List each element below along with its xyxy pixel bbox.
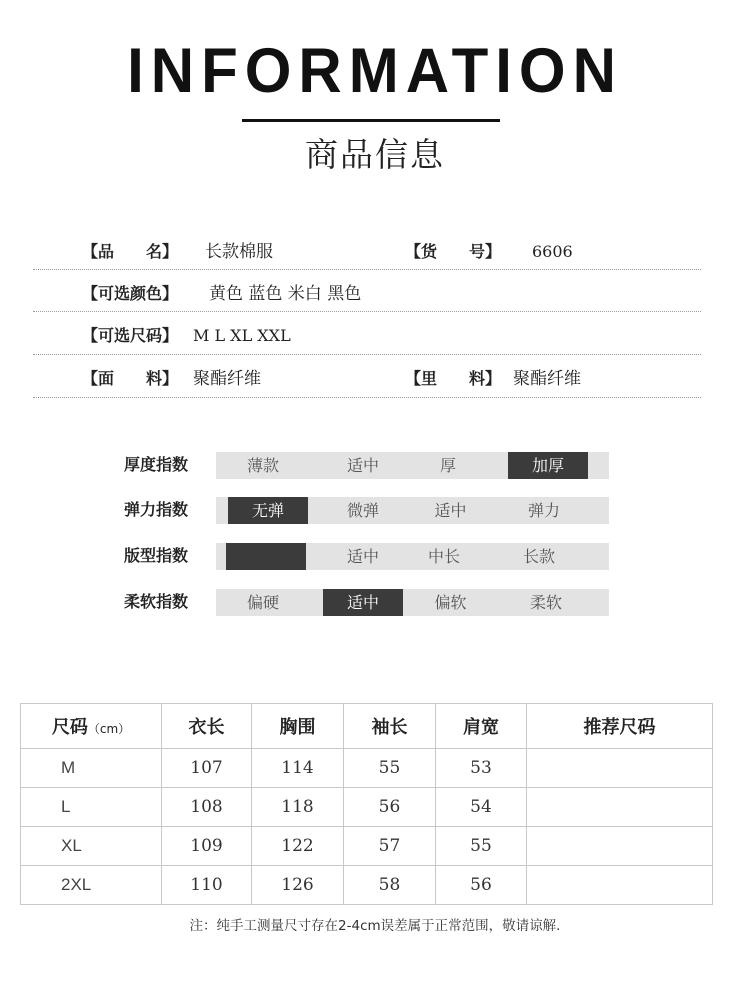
title-divider: [242, 119, 500, 122]
page-subtitle: 商品信息: [305, 135, 445, 174]
product-name-value: 长款棉服: [205, 242, 273, 262]
table-cell: 56: [344, 788, 436, 827]
elasticity-option: 适中: [434, 501, 467, 520]
softness-index-bar: [216, 589, 609, 616]
table-cell: 126: [252, 866, 344, 905]
column-header-length: 衣长: [162, 704, 252, 749]
table-cell: L: [21, 788, 162, 827]
product-name-label: 【品 名】: [82, 242, 179, 261]
table-cell: [527, 827, 713, 866]
table-row: [21, 788, 713, 827]
info-divider: [33, 269, 701, 270]
table-cell: 108: [162, 788, 252, 827]
table-cell: XL: [21, 827, 162, 866]
table-row: [21, 866, 713, 905]
table-cell: 114: [252, 749, 344, 788]
softness-option: 适中: [323, 589, 403, 616]
colors-value: 黄色 蓝色 米白 黑色: [209, 284, 362, 304]
softness-option: 偏软: [434, 593, 467, 612]
table-cell: 57: [344, 827, 436, 866]
table-cell: 118: [252, 788, 344, 827]
unit-label: （cm）: [87, 722, 131, 736]
fabric-label: 【面 料】: [82, 369, 179, 388]
column-header-recommended: 推荐尺码: [527, 704, 713, 749]
thickness-option: 薄款: [246, 456, 279, 475]
softness-index-label: 柔软指数: [124, 592, 189, 611]
measurement-note: 注：纯手工测量尺寸存在2-4cm误差属于正常范围，敬请谅解.: [189, 918, 561, 934]
elasticity-index-bar: [216, 497, 609, 524]
sizes-label: 【可选尺码】: [82, 326, 179, 345]
size-table: [20, 703, 713, 905]
table-cell: 2XL: [21, 866, 162, 905]
thickness-option: 适中: [346, 456, 379, 475]
table-cell: [527, 866, 713, 905]
info-divider: [33, 397, 701, 398]
table-row: [21, 827, 713, 866]
column-header-chest: 胸围: [252, 704, 344, 749]
fit-option: 适中: [346, 547, 379, 566]
colors-label: 【可选颜色】: [82, 284, 179, 303]
column-header-sleeve: 袖长: [344, 704, 436, 749]
item-number-label: 【货 号】: [405, 242, 502, 261]
softness-option: 柔软: [529, 593, 562, 612]
thickness-option: 加厚: [508, 452, 588, 479]
fabric-value: 聚酯纤维: [193, 369, 261, 389]
table-cell: 110: [162, 866, 252, 905]
table-cell: 55: [436, 827, 527, 866]
elasticity-option: 无弹: [228, 497, 308, 524]
softness-option: 偏硬: [246, 593, 279, 612]
fit-option: 中长: [427, 547, 460, 566]
elasticity-option: 弹力: [527, 501, 560, 520]
table-cell: 56: [436, 866, 527, 905]
info-divider: [33, 311, 701, 312]
fit-index-bar: [216, 543, 609, 570]
page-title: INFORMATION: [127, 35, 623, 106]
table-cell: 107: [162, 749, 252, 788]
fit-option: 长款: [522, 547, 555, 566]
table-cell: [527, 749, 713, 788]
lining-label: 【里 料】: [405, 369, 502, 388]
elasticity-option: 微弹: [346, 501, 379, 520]
thickness-index-bar: [216, 452, 609, 479]
table-cell: 55: [344, 749, 436, 788]
table-cell: 122: [252, 827, 344, 866]
table-header-row: [21, 704, 713, 749]
thickness-option: 厚: [439, 456, 456, 475]
elasticity-index-label: 弹力指数: [124, 500, 189, 519]
table-cell: 58: [344, 866, 436, 905]
column-header-shoulder: 肩宽: [436, 704, 527, 749]
table-cell: 109: [162, 827, 252, 866]
sizes-value: M L XL XXL: [193, 326, 291, 345]
lining-value: 聚酯纤维: [513, 369, 581, 389]
item-number-value: 6606: [532, 242, 573, 261]
column-header-size: 尺码（cm）: [21, 704, 162, 749]
fit-index-label: 版型指数: [124, 546, 189, 565]
fit-option: [226, 543, 306, 570]
table-cell: [527, 788, 713, 827]
table-cell: M: [21, 749, 162, 788]
info-divider: [33, 354, 701, 355]
table-row: [21, 749, 713, 788]
thickness-index-label: 厚度指数: [124, 455, 189, 474]
table-cell: 53: [436, 749, 527, 788]
table-cell: 54: [436, 788, 527, 827]
